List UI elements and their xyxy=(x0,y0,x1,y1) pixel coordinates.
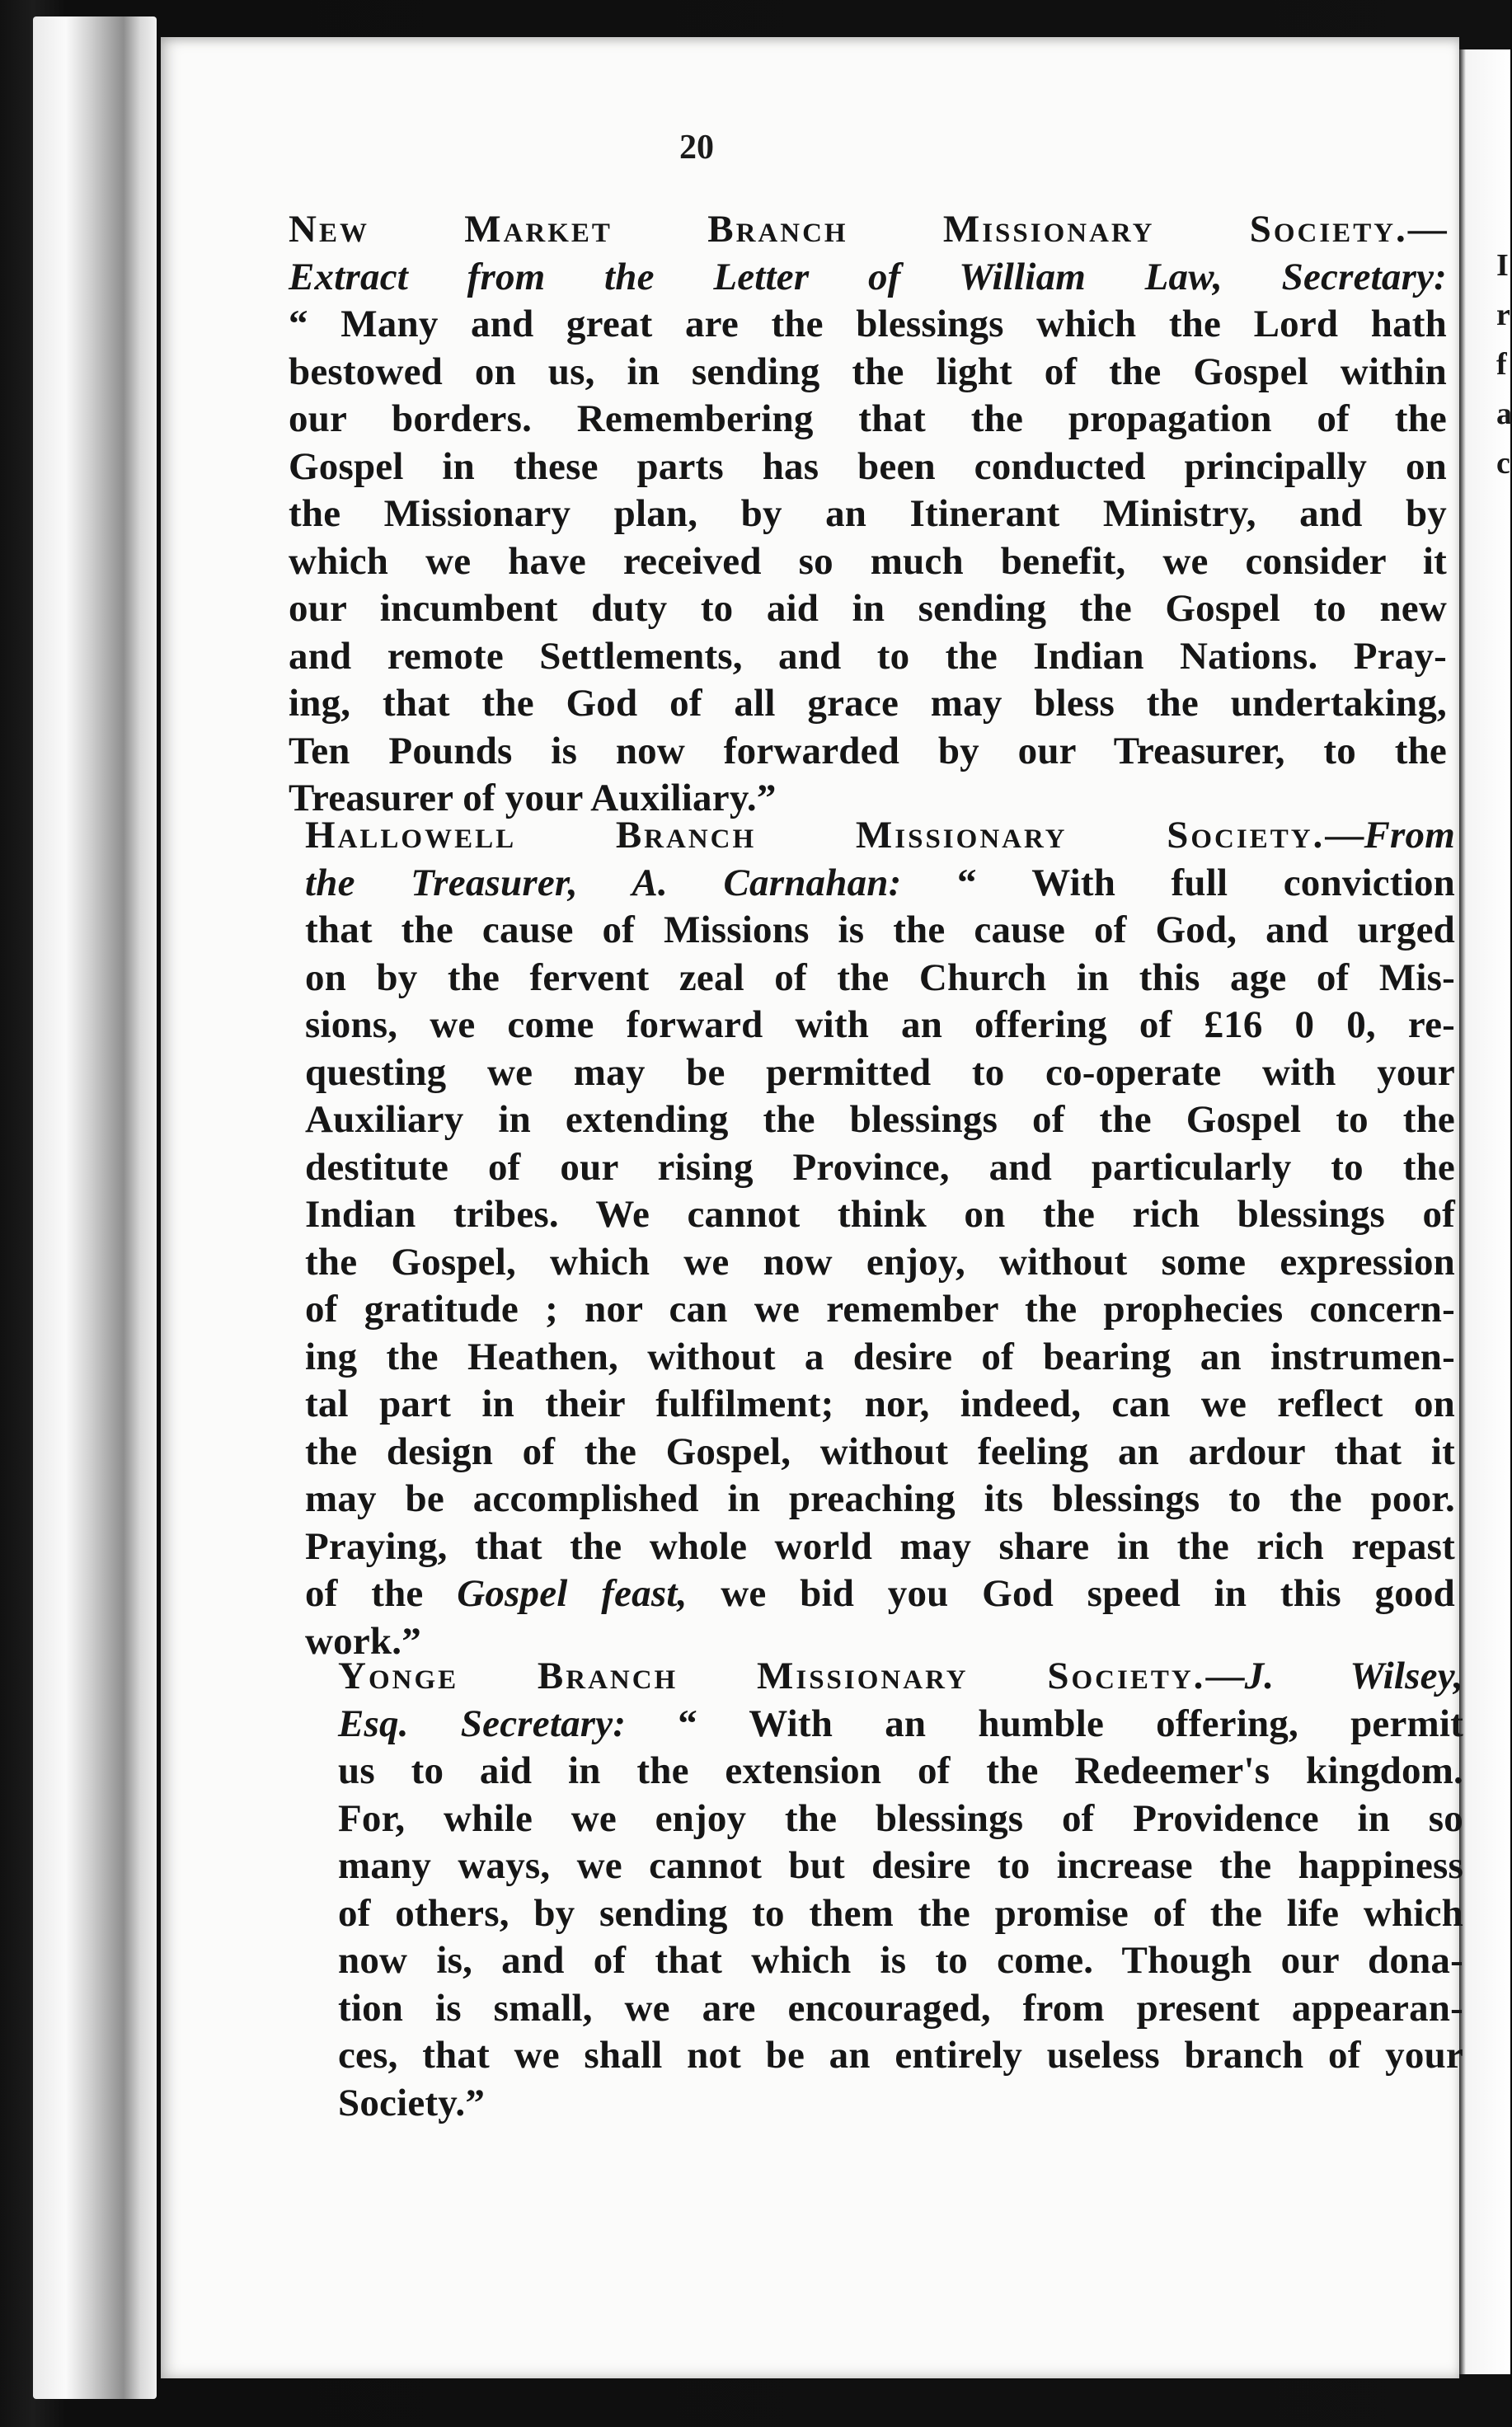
text-line xyxy=(289,254,1447,302)
facing-page-fragment: f xyxy=(1496,347,1507,382)
line-text: Treasurer of your Auxiliary.” xyxy=(289,777,777,819)
text-line xyxy=(305,1334,1455,1382)
line-text: Society.” xyxy=(338,2081,486,2124)
society-heading: New Market Branch Missionary Society. xyxy=(289,208,1408,251)
text-line xyxy=(305,1191,1455,1239)
line-text: Gospel in these parts has been conducted principally on xyxy=(289,444,1447,488)
italic-text: Extract from the Letter of William Law, Secretary: xyxy=(289,255,1447,298)
line-text: ces, that we shall not be an entirely useless branch of your xyxy=(338,2034,1463,2077)
text-line xyxy=(289,444,1447,491)
line-text: “ With full conviction xyxy=(901,861,1455,904)
line-text: now is, and of that which is to come. Though our dona- xyxy=(338,1939,1463,1982)
italic-text: From xyxy=(1364,814,1455,857)
line-text: us to aid in the extension of the Redeemer's kingdom. xyxy=(338,1749,1463,1792)
text-line xyxy=(338,1890,1463,1938)
line-text: of others, by sending to them the promise of the life which xyxy=(338,1891,1463,1935)
text-line xyxy=(305,1239,1455,1287)
line-text: — xyxy=(1325,814,1364,857)
line-text: Auxiliary in extending the blessings of the Gospel to the xyxy=(305,1098,1455,1141)
text-line xyxy=(289,301,1447,349)
text-line xyxy=(338,1843,1463,1890)
line-text: on by the fervent zeal of the Church in this age of Mis- xyxy=(305,955,1455,999)
italic-text: the Treasurer, A. Carnahan: xyxy=(305,861,902,904)
text-line xyxy=(338,1985,1463,2033)
facing-page-fragment: r xyxy=(1496,298,1510,332)
text-line xyxy=(338,1653,1463,1701)
text-line xyxy=(338,2080,1463,2128)
text-line xyxy=(289,491,1447,538)
text-line xyxy=(289,680,1447,728)
line-text: sions, we come forward with an offering of £16 0 0, re- xyxy=(305,1003,1455,1046)
line-text: the Missionary plan, by an Itinerant Ministry, and by xyxy=(289,492,1447,535)
line-text: ing the Heathen, without a desire of bearing an instrumen- xyxy=(305,1335,1455,1378)
line-text: that the cause of Missions is the cause of God, and urged xyxy=(305,908,1455,951)
text-line xyxy=(305,1144,1455,1192)
line-text: work.” xyxy=(305,1619,421,1663)
text-line xyxy=(305,955,1455,1002)
facing-page-fragment: I xyxy=(1496,248,1509,283)
text-line xyxy=(305,1002,1455,1049)
line-text: destitute of our rising Province, and particularly to the xyxy=(305,1145,1455,1189)
line-text: For, while we enjoy the blessings of Providence in so xyxy=(338,1796,1463,1840)
line-text: we bid you God speed in this good xyxy=(687,1572,1455,1615)
line-text: Ten Pounds is now forwarded by our Treasurer, to the xyxy=(289,729,1447,772)
facing-page-fragment: c xyxy=(1496,446,1510,481)
text-line xyxy=(305,1096,1455,1144)
text-line xyxy=(305,1523,1455,1571)
text-line xyxy=(305,1476,1455,1523)
italic-text: J. Wilsey, xyxy=(1244,1655,1463,1697)
italic-text: Gospel feast, xyxy=(457,1572,688,1615)
text-line xyxy=(289,585,1447,633)
text-line xyxy=(289,206,1447,254)
text-line xyxy=(289,633,1447,681)
entry-hallowell xyxy=(305,812,1455,1665)
text-line xyxy=(338,1748,1463,1796)
line-text: ing, that the God of all grace may bless the undertaking, xyxy=(289,682,1447,725)
book-binding xyxy=(33,16,157,2399)
line-text: many ways, we cannot but desire to increase the happiness xyxy=(338,1844,1463,1887)
text-line xyxy=(338,2032,1463,2080)
line-text: the design of the Gospel, without feeling an ardour that it xyxy=(305,1429,1455,1473)
text-line xyxy=(305,1286,1455,1334)
line-text: of gratitude ; nor can we remember the prophecies concern- xyxy=(305,1288,1455,1331)
line-text: — xyxy=(1407,208,1447,251)
entry-new-market xyxy=(289,206,1447,823)
text-line xyxy=(289,728,1447,776)
line-text: of the xyxy=(305,1572,458,1615)
society-heading: Yonge Branch Missionary Society. xyxy=(338,1655,1206,1697)
text-line xyxy=(305,1381,1455,1429)
line-text: tion is small, we are encouraged, from present appearan- xyxy=(338,1986,1463,2030)
line-text: bestowed on us, in sending the light of the Gospel within xyxy=(289,350,1447,393)
society-heading: Hallowell Branch Missionary Society. xyxy=(305,814,1326,857)
text-line xyxy=(289,396,1447,444)
line-text: “ With an humble offering, permit xyxy=(626,1702,1463,1745)
facing-page-fragment: a xyxy=(1496,397,1512,431)
text-line xyxy=(305,860,1455,908)
italic-text: Esq. Secretary: xyxy=(338,1702,627,1745)
line-text: and remote Settlements, and to the Indian Nations. Pray- xyxy=(289,634,1447,678)
text-line xyxy=(338,1701,1463,1749)
line-text: questing we may be permitted to co-operate with your xyxy=(305,1050,1455,1094)
text-line xyxy=(289,349,1447,397)
line-text: Praying, that the whole world may share in the rich repast xyxy=(305,1524,1455,1568)
line-text: may be accomplished in preaching its blessings to the poor. xyxy=(305,1477,1455,1520)
line-text: the Gospel, which we now enjoy, without some expression xyxy=(305,1240,1455,1284)
text-line xyxy=(305,1429,1455,1476)
text-line xyxy=(338,1937,1463,1985)
text-line xyxy=(289,538,1447,586)
page-number: 20 xyxy=(679,129,714,167)
text-line xyxy=(305,907,1455,955)
line-text: our borders. Remembering that the propagation of the xyxy=(289,397,1447,440)
text-line xyxy=(305,1049,1455,1097)
text-line xyxy=(305,812,1455,860)
entry-yonge xyxy=(338,1653,1463,2127)
line-text: which we have received so much benefit, we consider it xyxy=(289,539,1447,583)
line-text: Indian tribes. We cannot think on the rich blessings of xyxy=(305,1193,1455,1236)
text-line xyxy=(305,1570,1455,1618)
line-text: our incumbent duty to aid in sending the Gospel to new xyxy=(289,587,1447,630)
line-text: “ Many and great are the blessings which the Lord hath xyxy=(289,303,1447,345)
line-text: tal part in their fulfilment; nor, indeed, can we reflect on xyxy=(305,1382,1455,1425)
line-text: — xyxy=(1205,1655,1245,1697)
text-line xyxy=(338,1796,1463,1843)
